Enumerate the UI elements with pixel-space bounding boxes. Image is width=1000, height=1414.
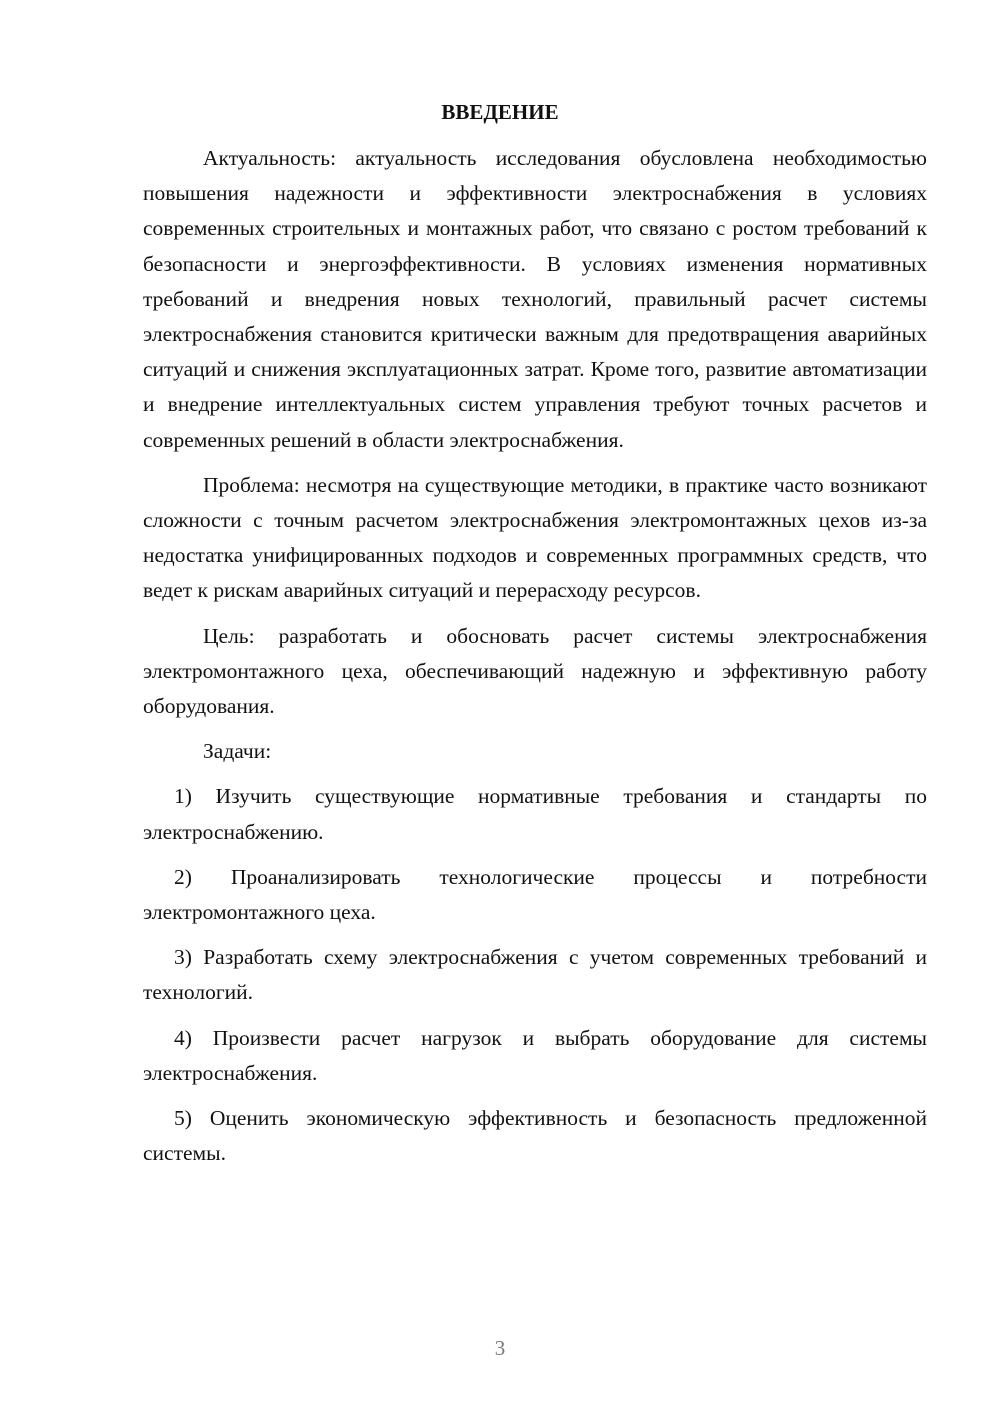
task-item-5: 5) Оценить экономическую эффективность и безопасность предложенной системы. bbox=[143, 1106, 927, 1166]
paragraph-goal: Цель: разработать и обосновать расчет системы электроснабжения электромонтажного цеха, обеспечивающий надежную и эффективную работу оборудования. bbox=[143, 623, 927, 719]
page-number: 3 bbox=[494, 1336, 506, 1360]
task-item-4: 4) Произвести расчет нагрузок и выбрать оборудование для системы электроснабжения. bbox=[143, 1025, 927, 1085]
section-heading: ВВЕДЕНИЕ bbox=[441, 100, 559, 124]
task-item-3: 3) Разработать схему электроснабжения с учетом современных требований и технологий. bbox=[143, 945, 927, 1005]
paragraph-problem: Проблема: несмотря на существующие методики, в практике часто возникают сложности с точным расчетом электроснабжения электромонтажных цехов из-за недостатка унифицированных подходов и современных программных средств, что ведет к рискам аварийных ситуаций и перерасходу ресурсов. bbox=[143, 472, 927, 603]
task-item-2: 2) Проанализировать технологические процессы и потребности электромонтажного цеха. bbox=[143, 864, 927, 925]
task-item-1: 1) Изучить существующие нормативные требования и стандарты по электроснабжению. bbox=[143, 784, 927, 844]
document-body bbox=[143, 141, 927, 1181]
paragraph-relevance: Актуальность: актуальность исследования обусловлена необходимостью повышения надежности и эффективности электроснабжения в условиях современных строительных и монтажных работ, что связано с ростом требований к безопасности и энергоэффективности. В условиях изменения нормативных требований и внедрения новых технологий, правильный расчет системы электроснабжения становится критически важным для предотвращения аварийных ситуаций и снижения эксплуатационных затрат. Кроме того, развитие автоматизации и внедрение интеллектуальных систем управления требуют точных расчетов и современных решений в области электроснабжения. bbox=[143, 146, 927, 452]
paragraph-tasks-heading: Задачи: bbox=[203, 739, 272, 764]
